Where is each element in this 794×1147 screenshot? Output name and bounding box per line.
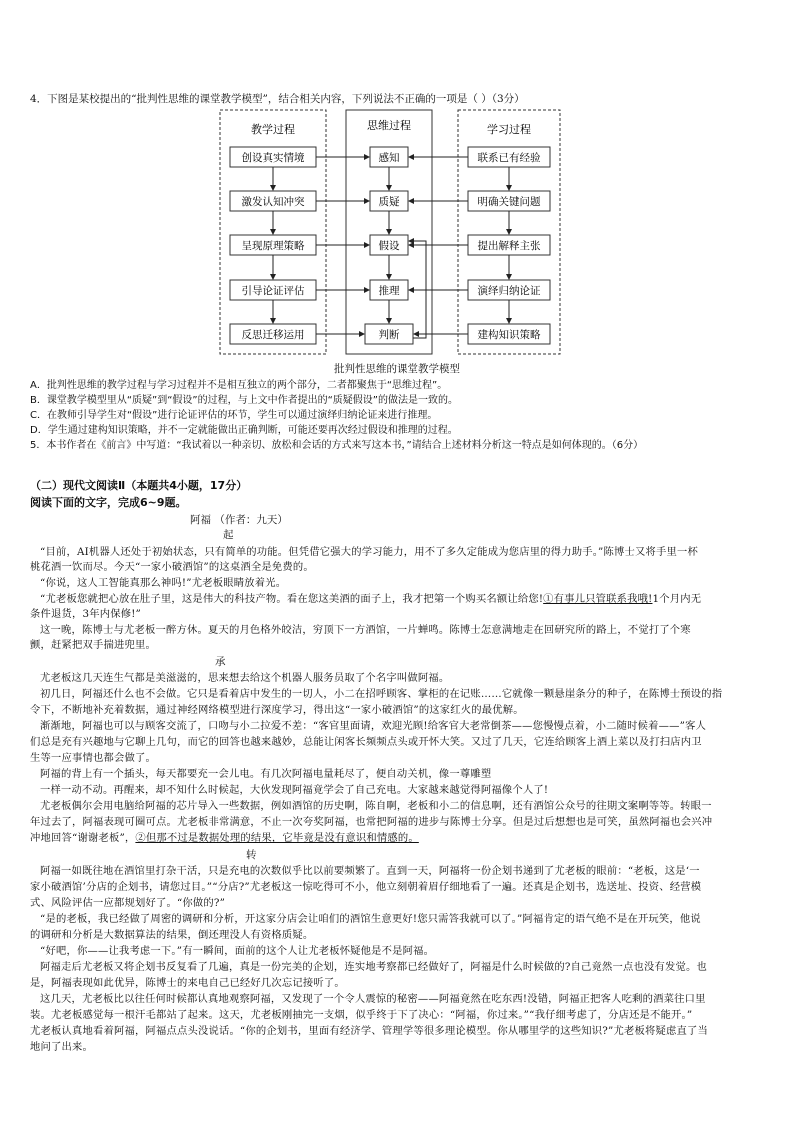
part-label-zhuan: 转	[246, 849, 257, 861]
story-line: 冲地回答“谢谢老板”，②但那不过是数据处理的结果，它毕竟是没有意识和情感的。	[30, 832, 419, 844]
option-b: B．课堂教学模型里从“质疑”到“假设”的过程，与上文中作者提出的“质疑假设”的做法是一致的。	[30, 395, 458, 406]
thinking-box-5	[365, 324, 413, 344]
story-line: 令下，不断地补充着数据，通过神经网络模型进行深度学习，得出这“一家小破酒馆”的这家红火的最优解。	[30, 704, 524, 716]
svg-text:推理: 推理	[378, 285, 400, 297]
learning-box-1	[468, 147, 550, 167]
part-label-qi: 起	[223, 529, 234, 541]
story-line: 是，阿福表现如此优异，陈博士的来电自己已经好几次忘记接听了。	[30, 977, 345, 989]
svg-text:感知: 感知	[378, 152, 400, 164]
story-line: 渐渐地，阿福也可以与顾客交流了，口吻与小二拉爱不差：“客官里面请，欢迎光顾!给客官大老常倒茶——您慢慢点着，小二随时候着——”客人	[40, 720, 707, 732]
story-line: 颤，赶紧把双手揣进兜里。	[30, 639, 156, 651]
story-line: 一样一动不动。再醒来，却不知什么时候起，大伙发现阿福竟学会了自己充电。大家越来越觉得阿福像个人了!	[40, 784, 549, 796]
learning-box-3	[468, 235, 550, 255]
diagram-caption: 批判性思维的课堂教学模型	[334, 363, 460, 375]
story-line: “尤老板您就把心放在肚子里，这是伟大的科技产物。看在您这美酒的面子上，我才把第一个购买名额让给您!①有事儿只管联系我哦!1个月内无	[40, 593, 702, 605]
story-line: 阿福走后尤老板又将企划书反复看了几遍，真是一份完美的企划，连实地考察都已经做好了，阿福是什么时候做的?自己竟然一点也没有发觉。也	[40, 961, 708, 973]
question-4-stem: 4．下图是某校提出的“批判性思维的课堂教学模型”，结合相关内容，下列说法不正确的一项是（ ）（3分）	[30, 93, 525, 105]
learning-box-5	[468, 324, 550, 344]
story-line: 式、风险评估一应都规划好了。“你做的?”	[30, 897, 226, 909]
story-line: “好吧，你——让我考虑一下。”有一瞬间，面前的这个人让尤老板怀疑他是不是阿福。	[40, 945, 435, 957]
teaching-title: 教学过程	[251, 123, 295, 136]
story-line: 桃花酒一饮而尽。今天“一家小破酒馆”的这桌酒全是免费的。	[30, 561, 314, 573]
thinking-box-4	[370, 280, 408, 300]
story-line: “你说，这人工智能真那么神吗!”尤老板眼睛放着光。	[40, 577, 287, 589]
story-line: 阿福的背上有一个插头，每天都要充一会儿电。有几次阿福电量耗尽了，便自动关机，像一尊雕塑	[40, 768, 492, 780]
section-heading: （二）现代文阅读Ⅱ（本题共4小题，17分）	[30, 479, 248, 492]
story-line: 尤老板这几天连生气都是美滋滋的，思来想去给这个机器人服务员取了个名字叫做阿福。	[40, 672, 450, 684]
teaching-box-3	[230, 235, 316, 255]
story-line: “目前，AI机器人还处于初始状态，只有简单的功能。但凭借它强大的学习能力，用不了多久定能成为您店里的得力助手。”陈博士又将手里一杯	[40, 546, 698, 558]
option-d: D．学生通过建构知识策略，并不一定就能做出正确判断，可能还要再次经过假设和推理的过程。	[30, 425, 458, 436]
teaching-box-4	[230, 280, 316, 300]
learning-box-4	[468, 280, 550, 300]
svg-text:联系已有经验: 联系已有经验	[477, 152, 541, 164]
svg-text:判断: 判断	[378, 329, 400, 341]
story-line: 地问了出来。	[30, 1041, 93, 1053]
teaching-model-diagram	[200, 106, 580, 378]
svg-text:创设真实情境: 创设真实情境	[241, 152, 305, 164]
svg-text:建构知识策略: 建构知识策略	[477, 329, 541, 341]
learning-title: 学习过程	[487, 123, 531, 136]
thinking-box-2	[370, 191, 408, 211]
svg-text:呈现原理策略: 呈现原理策略	[241, 240, 305, 252]
svg-text:质疑: 质疑	[378, 196, 400, 208]
story-line: 装。尤老板感觉每一根汗毛都站了起来。这天，尤老板刚抽完一支烟，似乎终于下了决心：“阿福，你过来。”“我仔细考虑了，分店还是不能开。”	[30, 1009, 693, 1021]
option-c: C．在教师引导学生对“假设”进行论证评估的环节，学生可以通过演绎归纳论证来进行推理。	[30, 410, 438, 421]
story-line: 尤老板偶尔会用电脑给阿福的芯片导入一些数据，例如酒馆的历史啊，陈自啊，老板和小二的信息啊，还有酒馆公众号的往期文案啊等等。转眼一	[40, 800, 712, 812]
teaching-box-1	[230, 147, 316, 167]
part-label-cheng: 承	[215, 656, 226, 668]
svg-text:引导论证评估: 引导论证评估	[241, 285, 305, 297]
story-line: 初几日，阿福还什么也不会做。它只是看着店中发生的一切人，小二在招呼顾客、掌柜的在记账……它就像一颗悬崖条分的种子，在陈博士预设的指	[40, 688, 723, 700]
story-line: 的调研和分析是大数据算法的结果，倒还理没人有资格质疑。	[30, 929, 314, 941]
thinking-box-3	[370, 235, 408, 255]
underlined-sentence-1: ①有事儿只管联系我哦!	[543, 593, 653, 605]
thinking-box-1	[370, 147, 408, 167]
svg-text:明确关键问题: 明确关键问题	[477, 196, 541, 208]
story-line: 这一晚，陈博士与尤老板一醉方休。夏天的月色格外皎洁，穷顶下一方酒馆，一片蝉鸣。陈博士怎意满地走在回研究所的路上，不觉打了个寒	[40, 624, 691, 636]
story-line: 年过去了，阿福表现可圈可点。尤老板非常满意，不止一次夸奖阿福，也常把阿福的进步与陈博士分享。但是过后想想也是可笑，虽然阿福也会兴冲	[30, 816, 713, 828]
story-line: 条件退货，3年内保修!”	[30, 608, 142, 620]
story-line: 阿福一如既往地在酒馆里打杂干活，只是充电的次数似乎比以前要频繁了。直到一天，阿福将一份企划书递到了尤老板的眼前：“老板，这是‘一	[40, 865, 700, 877]
story-line: 这几天，尤老板比以往任何时候都认真地观察阿福，又发现了一个令人震惊的秘密——阿福竟然在吃东西!没错，阿福正把客人吃剩的酒菜往口里	[40, 993, 706, 1005]
story-line: 尤老板认真地看着阿福，阿福点点头没说话。“你的企划书，里面有经济学、管理学等很多理论模型。你从哪里学的这些知识?”尤老板将疑虑直了当	[30, 1025, 708, 1037]
story-title: 阿福 （作者：九天）	[190, 514, 288, 526]
thinking-title: 思维过程	[367, 119, 411, 132]
teaching-box-5	[230, 324, 316, 344]
svg-text:反思迁移运用: 反思迁移运用	[241, 329, 305, 341]
story-line: “是的老板，我已经做了周密的调研和分析，开这家分店会让咱们的酒馆生意更好!您只需答我就可以了。”阿福肯定的语气绝不是在开玩笑，他说	[40, 913, 701, 925]
svg-text:提出解释主张: 提出解释主张	[477, 240, 541, 252]
question-5: 5．本书作者在《前言》中写道：“我试着以一种亲切、放松和会话的方式来写这本书，”请结合上述材料分析这一特点是如何体现的。（6分）	[30, 440, 644, 451]
story-line: 们总是充有兴趣地与它聊上几句，而它的回答也越来越妙，总能让闲客长频频点头或开怀大笑。又过了几天，它连给顾客上酒上菜以及打扫店内卫	[30, 736, 702, 748]
teaching-box-2	[230, 191, 316, 211]
underlined-sentence-2: ②但那不过是数据处理的结果，它毕竟是没有意识和情感的。	[135, 832, 419, 844]
svg-text:激发认知冲突: 激发认知冲突	[241, 196, 305, 208]
section-instruction: 阅读下面的文字，完成6~9题。	[30, 496, 187, 509]
option-a: A．批判性思维的教学过程与学习过程并不是相互独立的两个部分，二者都聚焦于“思维过程”。	[30, 380, 448, 391]
svg-text:假设: 假设	[378, 240, 400, 252]
story-line: 生等一应事情也都会做了。	[30, 752, 156, 764]
svg-text:演绎归纳论证: 演绎归纳论证	[477, 285, 541, 297]
story-line: 家小破酒馆’分店的企划书，请您过目。”“分店?”尤老板这一惊吃得可不小，他立刻朝着眉仔细地看了一遍。还真是企划书，选送址、投资、经营模	[30, 881, 702, 893]
learning-box-2	[468, 191, 550, 211]
